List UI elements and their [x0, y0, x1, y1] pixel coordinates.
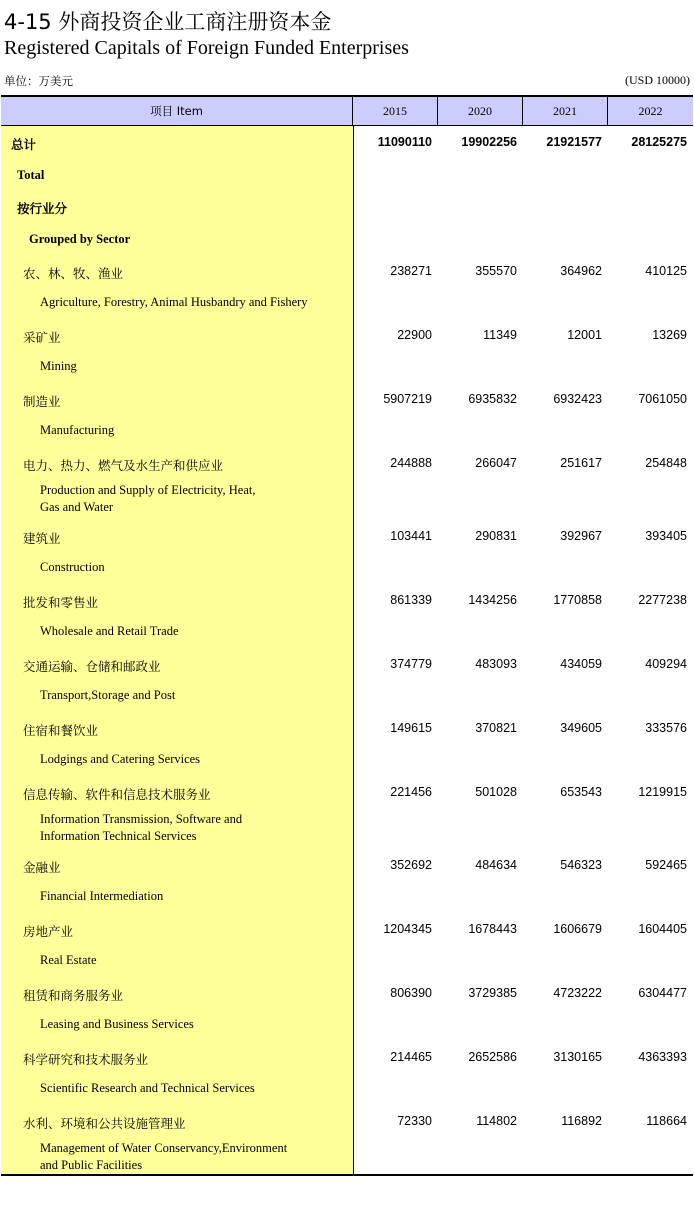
sector-label-chinese: 住宿和餐饮业 [23, 723, 99, 738]
sector-label-english: Management of Water Conservancy,Environment and Public Facilities [40, 1141, 288, 1172]
value-cell: 5907219 [383, 392, 432, 406]
value-cell: 118664 [646, 1114, 687, 1128]
sector-label-english: Agriculture, Forestry, Animal Husbandry and Fishery [40, 295, 308, 309]
value-cell: 1434256 [468, 593, 517, 607]
value-cell: 72330 [397, 1114, 432, 1128]
value-cell: 410125 [645, 264, 687, 278]
sector-label-english: Construction [40, 560, 105, 574]
sector-label-chinese: 电力、热力、燃气及水生产和供应业 [23, 458, 224, 473]
value-cell: 1604405 [638, 922, 687, 936]
value-cell: 374779 [390, 657, 432, 671]
value-cell: 4723222 [553, 986, 602, 1000]
value-cell: 12001 [567, 328, 602, 342]
sector-label-chinese: 农、林、牧、渔业 [23, 266, 124, 281]
value-cell: 3130165 [553, 1050, 602, 1064]
sector-label-chinese: 房地产业 [23, 924, 74, 939]
sector-label-english: Financial Intermediation [40, 889, 164, 903]
value-cell: 7061050 [638, 392, 687, 406]
value-cell: 6935832 [468, 392, 517, 406]
sector-label-chinese: 信息传输、软件和信息技术服务业 [23, 787, 211, 802]
value-cell: 6932423 [553, 392, 602, 406]
sector-label-chinese: 制造业 [23, 394, 61, 409]
data-table [1, 95, 693, 1176]
unit-label-english: (USD 10000) [625, 73, 690, 87]
value-cell: 1204345 [383, 922, 432, 936]
value-cell: 221456 [390, 785, 432, 799]
table-title-english: Registered Capitals of Foreign Funded Enterprises [4, 37, 409, 59]
header-year: 2021 [523, 97, 608, 125]
value-cell: 592465 [645, 858, 687, 872]
value-cell: 483093 [475, 657, 517, 671]
sector-label-english: Transport,Storage and Post [40, 688, 176, 702]
sector-label-english: Information Transmission, Software and Information Technical Services [40, 812, 243, 843]
sector-label-english: Lodgings and Catering Services [40, 752, 201, 766]
sector-label-chinese: 批发和零售业 [23, 595, 99, 610]
sector-label-english: Scientific Research and Technical Services [40, 1081, 255, 1095]
sector-label-chinese: 采矿业 [23, 330, 61, 345]
value-cell: 806390 [390, 986, 432, 1000]
header-item: 项目 Item [1, 97, 353, 125]
value-cell: 254848 [645, 456, 687, 470]
value-cell: 1678443 [468, 922, 517, 936]
sector-label-chinese: 建筑业 [23, 531, 61, 546]
total-label-english: Total [17, 168, 45, 182]
value-cell: 1770858 [553, 593, 602, 607]
value-cell: 434059 [560, 657, 602, 671]
value-cell: 290831 [475, 529, 517, 543]
value-cell: 238271 [390, 264, 432, 278]
sector-label-chinese: 水利、环境和公共设施管理业 [23, 1116, 186, 1131]
value-cell: 653543 [560, 785, 602, 799]
total-label-chinese: 总计 [11, 137, 37, 152]
header-year: 2020 [438, 97, 523, 125]
value-cell: 11349 [483, 328, 517, 342]
value-cell: 364962 [560, 264, 602, 278]
value-cell: 409294 [645, 657, 687, 671]
value-cell: 28125275 [631, 135, 687, 149]
value-cell: 116892 [561, 1114, 602, 1128]
value-cell: 2277238 [638, 593, 687, 607]
value-cell: 6304477 [638, 986, 687, 1000]
sector-label-english: Production and Supply of Electricity, Heat, Gas and Water [40, 483, 256, 514]
sector-label-chinese: 租赁和商务服务业 [23, 988, 124, 1003]
sector-label-chinese: 交通运输、仓储和邮政业 [23, 659, 161, 674]
value-cell: 103441 [390, 529, 432, 543]
value-cell: 19902256 [461, 135, 517, 149]
value-cell: 4363393 [638, 1050, 687, 1064]
value-cell: 1219915 [638, 785, 687, 799]
sector-label-chinese: 金融业 [23, 860, 61, 875]
sector-label-english: Manufacturing [40, 423, 115, 437]
value-cell: 149615 [390, 721, 432, 735]
table-title-chinese: 4-15 外商投资企业工商注册资本金 [4, 10, 332, 34]
sector-label-english: Real Estate [40, 953, 97, 967]
value-cell: 22900 [397, 328, 432, 342]
value-cell: 13269 [652, 328, 687, 342]
value-cell: 349605 [560, 721, 602, 735]
value-cell: 244888 [390, 456, 432, 470]
value-cell: 266047 [475, 456, 517, 470]
sector-label-english: Mining [40, 359, 77, 373]
value-cell: 352692 [390, 858, 432, 872]
sector-label-chinese: 科学研究和技术服务业 [23, 1052, 149, 1067]
group-label-chinese: 按行业分 [17, 201, 68, 216]
value-cell: 501028 [475, 785, 517, 799]
value-cell: 355570 [475, 264, 517, 278]
header-year: 2015 [353, 97, 438, 125]
value-cell: 114802 [476, 1114, 517, 1128]
table-header-row [1, 97, 693, 126]
value-cell: 251617 [560, 456, 602, 470]
value-cell: 484634 [475, 858, 517, 872]
unit-label-chinese: 单位：万美元 [4, 74, 73, 88]
header-year: 2022 [638, 104, 663, 118]
value-cell: 2652586 [468, 1050, 517, 1064]
value-cell: 392967 [560, 529, 602, 543]
value-cell: 861339 [390, 593, 432, 607]
sector-label-english: Leasing and Business Services [40, 1017, 194, 1031]
value-cell: 11090110 [377, 135, 432, 149]
value-cell: 1606679 [553, 922, 602, 936]
value-cell: 3729385 [468, 986, 517, 1000]
group-label-english: Grouped by Sector [29, 232, 131, 246]
sector-label-english: Wholesale and Retail Trade [40, 624, 179, 638]
value-cell: 370821 [475, 721, 517, 735]
value-cell: 21921577 [546, 135, 602, 149]
value-cell: 333576 [645, 721, 687, 735]
value-cell: 393405 [645, 529, 687, 543]
value-cell: 214465 [390, 1050, 432, 1064]
value-cell: 546323 [560, 858, 602, 872]
